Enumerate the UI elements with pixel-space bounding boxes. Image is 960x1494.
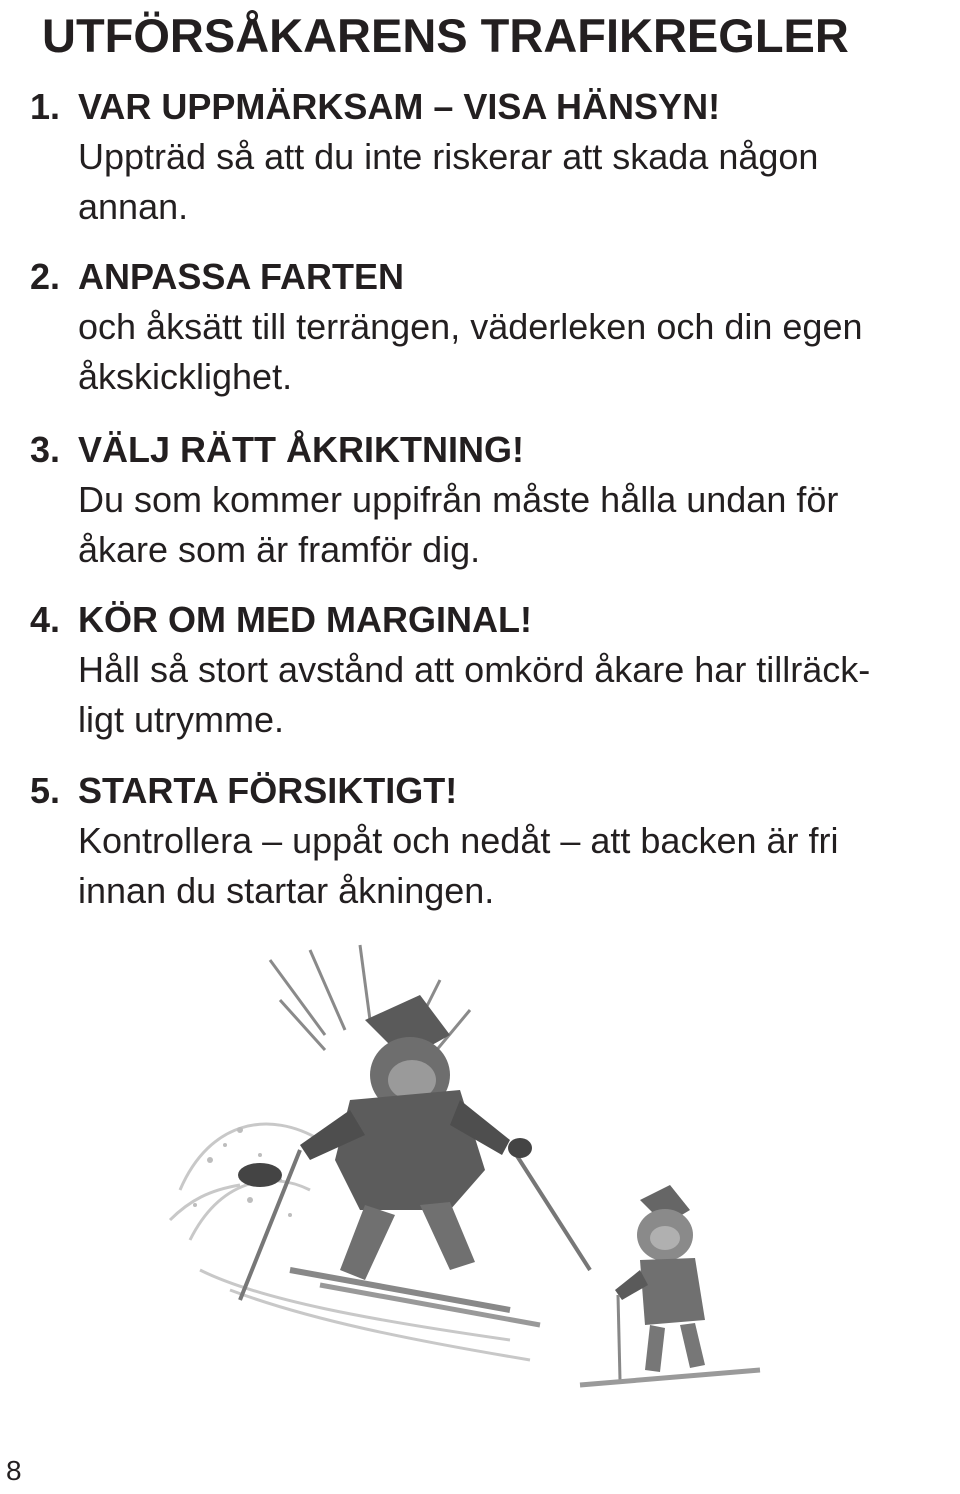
- rule-body-line: Håll så stort avstånd att omkörd åkare har tillräck-: [78, 649, 871, 690]
- rule-body-line: Uppträd så att du inte riskerar att skada någon: [78, 136, 819, 177]
- rule-body: [78, 645, 958, 745]
- rule-body: [78, 302, 958, 402]
- rule-heading: KÖR OM MED MARGINAL!: [78, 599, 532, 640]
- rule-body: [78, 475, 958, 575]
- rule-body-line: innan du startar åkningen.: [78, 870, 495, 911]
- rule-heading: VAR UPPMÄRKSAM – VISA HÄNSYN!: [78, 86, 721, 127]
- rule-number: 5.: [30, 770, 61, 811]
- page-title: UTFÖRSÅKARENS TRAFIKREGLER: [42, 9, 849, 62]
- rule-number: 3.: [30, 429, 61, 470]
- rule-body: [78, 132, 958, 232]
- rule-body-line: ligt utrymme.: [78, 699, 285, 740]
- rule-number: 2.: [30, 256, 61, 297]
- rule-body-line: och åksätt till terrängen, väderleken och din egen: [78, 306, 863, 347]
- rule-body-line: åkare som är framför dig.: [78, 529, 481, 570]
- rule-heading: ANPASSA FARTEN: [78, 256, 405, 297]
- skiers-illustration: [150, 940, 790, 1410]
- rule-heading: STARTA FÖRSIKTIGT!: [78, 770, 458, 811]
- page-number: 8: [6, 1455, 22, 1486]
- main-skier: [238, 945, 590, 1325]
- rule-body-line: Kontrollera – uppåt och nedåt – att backen är fri: [78, 820, 839, 861]
- rule-body-line: åkskicklighet.: [78, 356, 293, 397]
- rule-body-line: annan.: [78, 186, 189, 227]
- small-skier: [580, 1185, 760, 1385]
- rule-number: 1.: [30, 86, 61, 127]
- rule-heading: VÄLJ RÄTT ÅKRIKTNING!: [78, 429, 524, 470]
- rule-number: 4.: [30, 599, 61, 640]
- rule-body-line: Du som kommer uppifrån måste hålla undan för: [78, 479, 839, 520]
- rule-body: [78, 816, 958, 916]
